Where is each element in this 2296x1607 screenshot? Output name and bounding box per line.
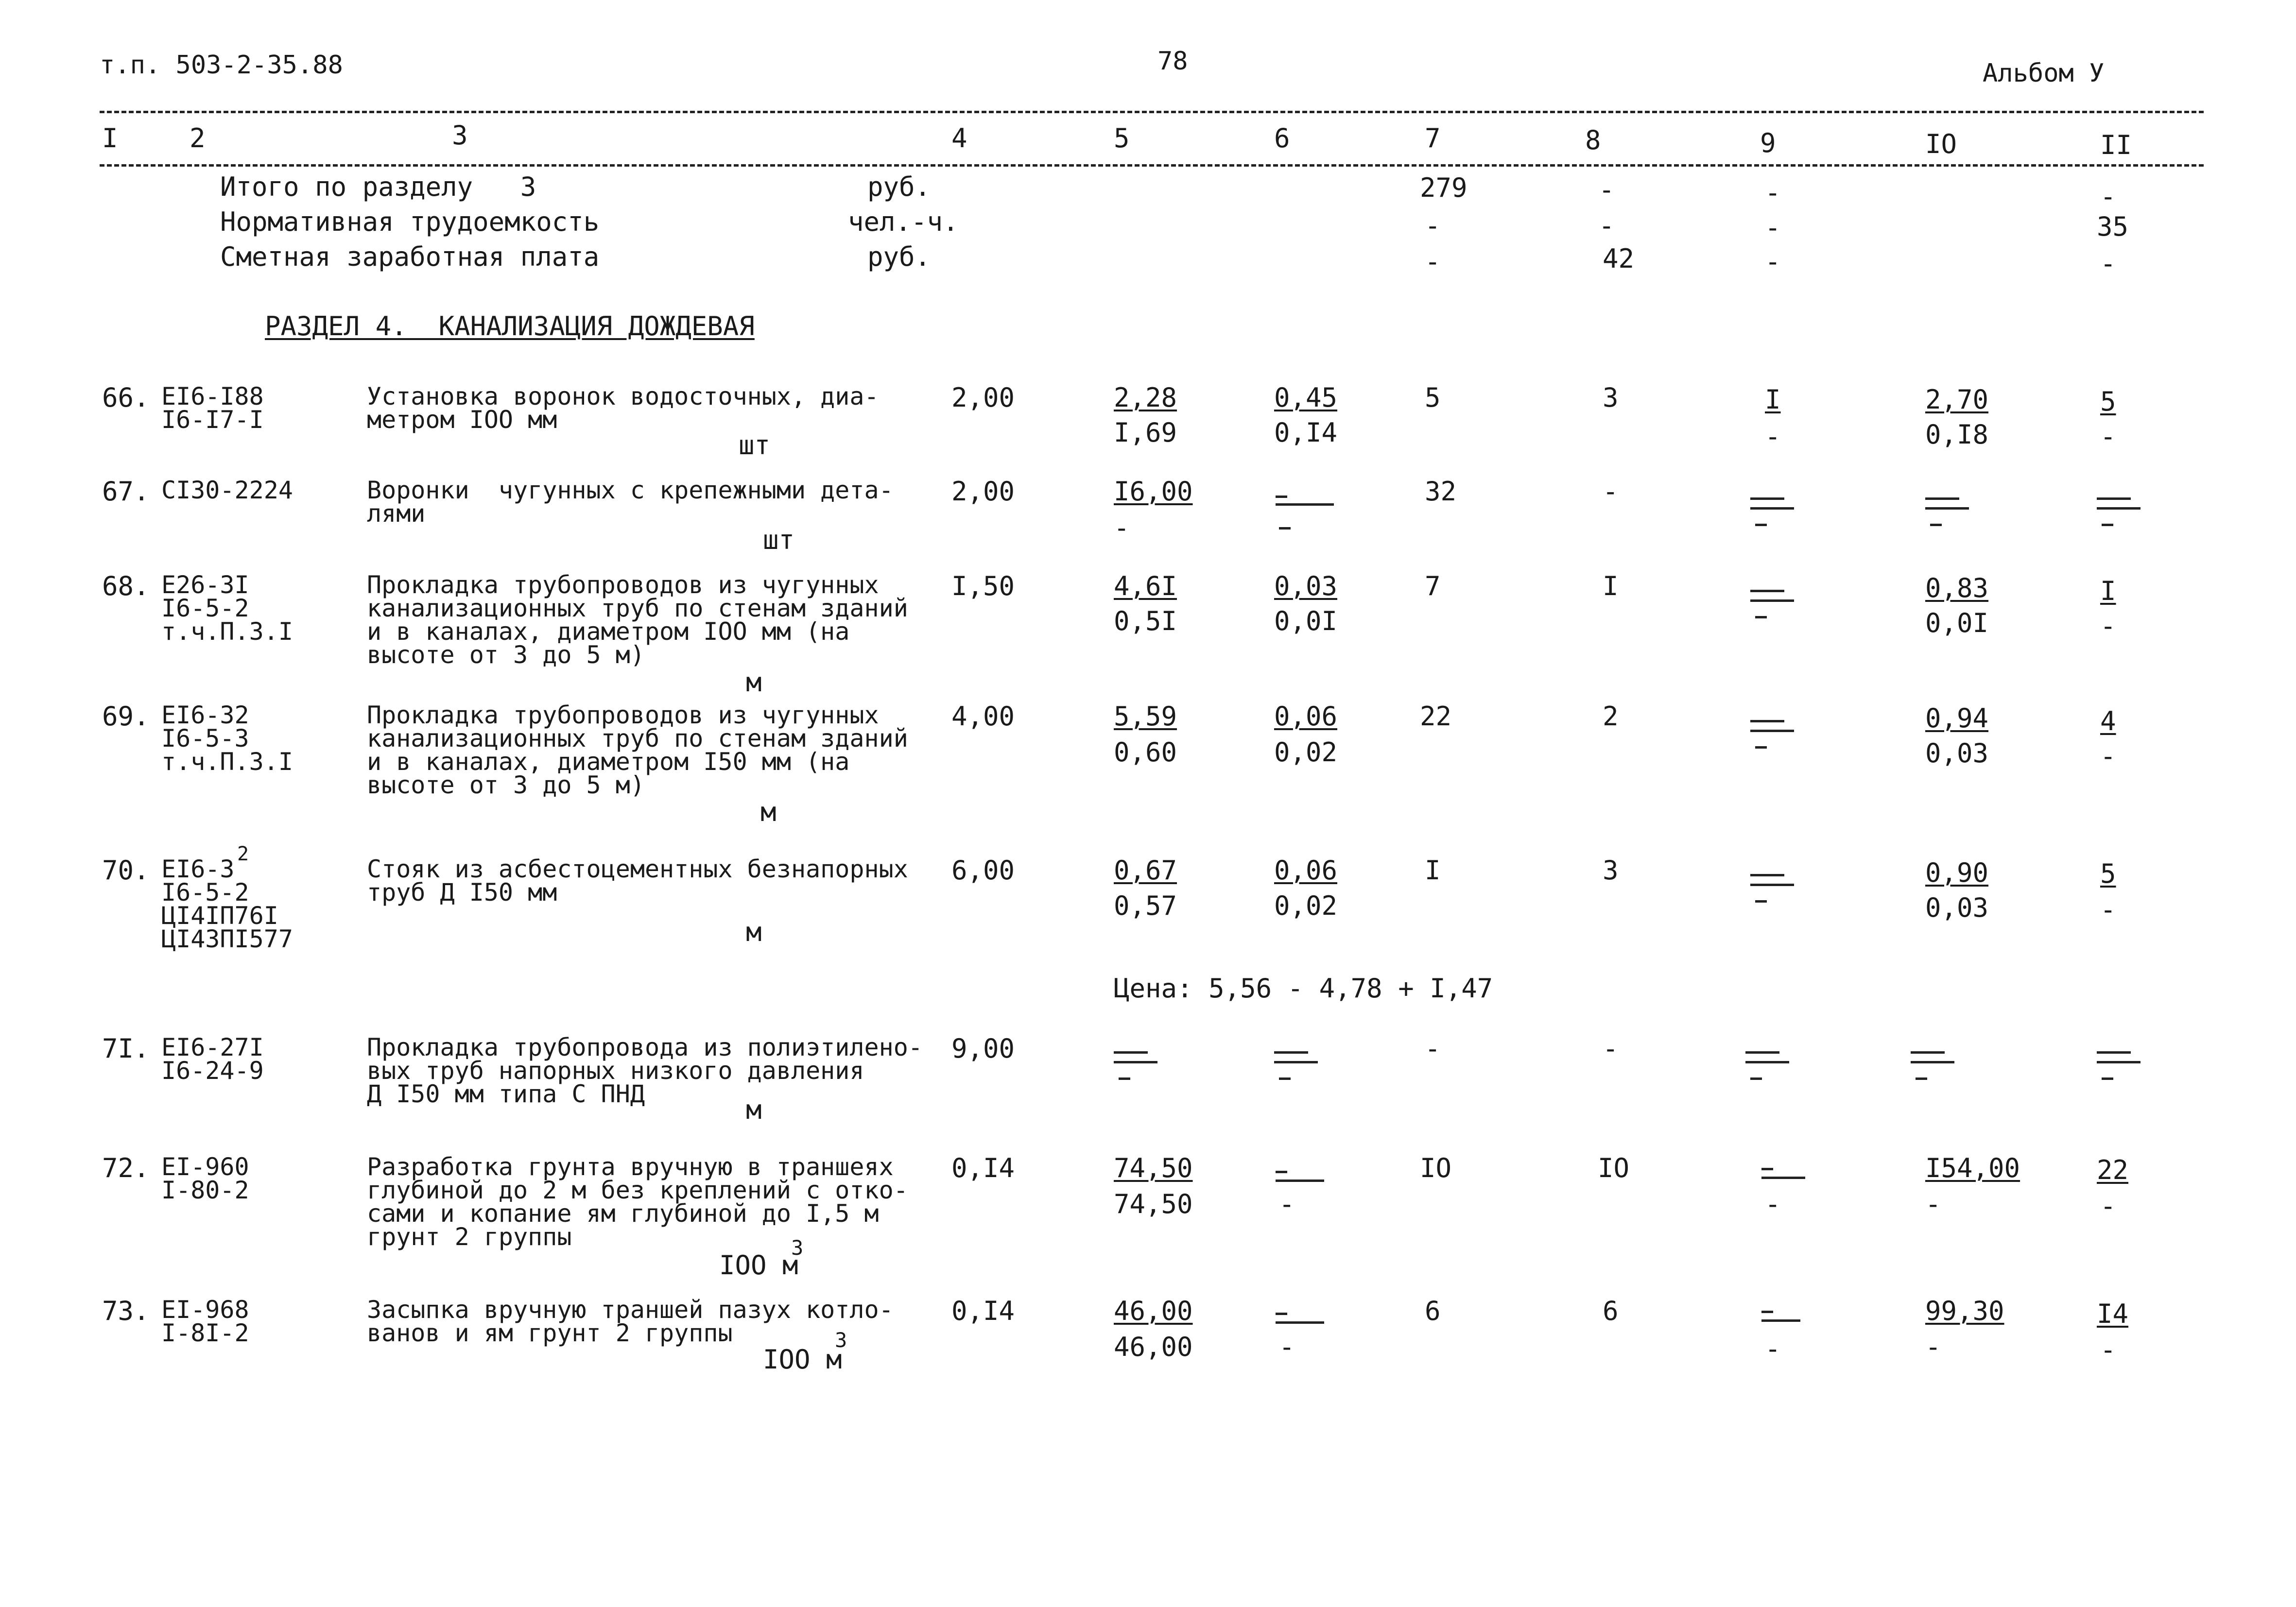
row-number: 72. xyxy=(102,1153,150,1183)
totals-value: 35 xyxy=(2097,211,2129,242)
dash-mark xyxy=(1279,527,1291,530)
cell-c6-bottom: - xyxy=(1279,1189,1295,1219)
row-description: Засыпка вручную траншей пазух котло- ванов и ям грунт 2 группы xyxy=(367,1296,894,1347)
col-header: II xyxy=(2100,130,2132,160)
totals-value: - xyxy=(1765,246,1781,277)
dash-fraction xyxy=(1274,1044,1323,1083)
dash-mark xyxy=(1276,496,1287,498)
totals-value: - xyxy=(1765,212,1781,243)
row-number: 73. xyxy=(102,1296,150,1326)
cell-c10-bottom: 0,I8 xyxy=(1925,419,1989,450)
cell-c8: IO xyxy=(1598,1153,1630,1183)
row-description: Прокладка трубопровода из полиэтилено- вых труб напорных низкого давления Д I50 мм типа С ПНД xyxy=(367,1033,923,1108)
totals-value: 42 xyxy=(1603,243,1635,274)
col-header: 9 xyxy=(1760,128,1776,158)
row-unit: м xyxy=(746,1094,762,1125)
cell-c9-top: I xyxy=(1765,384,1781,415)
cell-c6-bottom: 0,I4 xyxy=(1274,417,1338,448)
totals-unit: чел.-ч. xyxy=(848,206,959,237)
cell-c11-top: 4 xyxy=(2100,706,2116,736)
cell-c5-bottom: 0,60 xyxy=(1114,737,1177,768)
cell-c8: - xyxy=(1603,476,1619,507)
dash-fraction xyxy=(2097,491,2145,530)
col-header: 6 xyxy=(1274,123,1290,154)
cell-c5-bottom: 0,57 xyxy=(1114,890,1177,921)
row-unit: шт xyxy=(739,430,771,461)
cell-c8: I xyxy=(1603,571,1619,601)
dash-mark xyxy=(1761,1177,1805,1179)
totals-value: - xyxy=(1425,246,1441,277)
cell-c7: IO xyxy=(1420,1153,1452,1183)
header-rule-top xyxy=(100,111,2204,113)
cell-c10-bottom: 0,03 xyxy=(1925,738,1989,769)
cell-c5-top: 0,67 xyxy=(1114,855,1177,886)
row-number: 69. xyxy=(102,701,150,732)
cell-c5-bottom: 0,5I xyxy=(1114,606,1177,636)
unit-superscript: 3 xyxy=(835,1328,847,1352)
totals-label: Итого по разделу 3 xyxy=(220,171,536,202)
cell-c8: 3 xyxy=(1603,382,1619,413)
cell-c9-bottom: - xyxy=(1765,421,1781,452)
row-description: Прокладка трубопроводов из чугунных канализационных труб по стенам зданий и в каналах, диаметром I50 мм (на высоте от 3 до 5 м) xyxy=(367,701,908,799)
row-unit: IOO м xyxy=(763,1344,842,1375)
dash-mark xyxy=(1276,503,1334,506)
row-code: CI30-2224 xyxy=(161,476,293,504)
row-quantity: I,50 xyxy=(951,571,1015,601)
row-quantity: 0,I4 xyxy=(951,1296,1015,1326)
cell-c11-bottom: - xyxy=(2100,1191,2116,1221)
row-code: EI6-I88 I6-I7-I xyxy=(161,382,264,434)
dash-mark xyxy=(1761,1311,1773,1313)
row-number: 67. xyxy=(102,476,150,507)
totals-value: - xyxy=(1425,210,1441,241)
cell-c5-top: 2,28 xyxy=(1114,382,1177,413)
cell-c5-top: 74,50 xyxy=(1114,1153,1193,1183)
row-quantity: 9,00 xyxy=(951,1033,1015,1064)
dash-mark xyxy=(1276,1180,1324,1182)
totals-value: - xyxy=(1765,177,1781,208)
cell-c5-top: I6,00 xyxy=(1114,476,1193,507)
cell-c11-bottom: - xyxy=(2100,894,2116,925)
cell-c7: 22 xyxy=(1420,701,1452,732)
row-quantity: 0,I4 xyxy=(951,1153,1015,1183)
cell-c7: I xyxy=(1425,855,1441,886)
col-header: I xyxy=(102,123,118,154)
cell-c10-top: I54,00 xyxy=(1925,1153,2020,1183)
cell-c10-bottom: - xyxy=(1925,1189,1941,1219)
row-quantity: 2,00 xyxy=(951,382,1015,413)
cell-c7: 7 xyxy=(1425,571,1441,601)
dash-fraction xyxy=(1750,713,1799,752)
cell-c11-bottom: - xyxy=(2100,1334,2116,1365)
dash-fraction xyxy=(1925,491,1974,530)
dash-fraction xyxy=(1114,1044,1162,1083)
cell-c11-top: 5 xyxy=(2100,858,2116,889)
cell-c10-top: 0,94 xyxy=(1925,703,1989,734)
cell-c8: 3 xyxy=(1603,855,1619,886)
cell-c11-bottom: - xyxy=(2100,741,2116,771)
cell-c11-top: I xyxy=(2100,576,2116,606)
price-formula: Цена: 5,56 - 4,78 + I,47 xyxy=(1114,973,1493,1004)
row-description: Прокладка трубопроводов из чугунных канализационных труб по стенам зданий и в каналах, диаметром IOO мм (на высоте от 3 до 5 м) xyxy=(367,571,908,669)
section-title: РАЗДЕЛ 4. КАНАЛИЗАЦИЯ ДОЖДЕВАЯ xyxy=(265,311,755,342)
row-code: EI6-32 I6-5-3 т.ч.П.3.I xyxy=(161,701,293,776)
code-superscript: 2 xyxy=(237,843,249,865)
totals-unit: руб. xyxy=(867,241,931,272)
cell-c8: 2 xyxy=(1603,701,1619,732)
album-label: Альбом У xyxy=(1983,59,2105,88)
totals-label: Нормативная трудоемкость xyxy=(220,206,600,237)
col-header: 4 xyxy=(951,123,967,154)
header-rule-bottom xyxy=(100,164,2204,167)
row-unit: м xyxy=(746,917,762,947)
row-description: Стояк из асбестоцементных безнапорных труб Д I50 мм xyxy=(367,855,908,906)
page-number: 78 xyxy=(1157,47,1188,76)
doc-code: т.п. 503-2-35.88 xyxy=(100,51,343,80)
row-code: EI-968 I-8I-2 xyxy=(161,1296,249,1347)
cell-c7: 32 xyxy=(1425,476,1457,507)
row-description: Разработка грунта вручную в траншеях глубиной до 2 м без креплений с отко- сами и копание ям глубиной до I,5 м грунт 2 группы xyxy=(367,1153,908,1251)
col-header: IO xyxy=(1925,129,1957,159)
totals-value: - xyxy=(1599,210,1615,241)
cell-c11-bottom: - xyxy=(2100,421,2116,452)
row-code: EI6-3 I6-5-2 ЦI4IП76I ЦI43ПI577 xyxy=(161,855,293,953)
totals-unit: руб. xyxy=(867,171,931,202)
cell-c6-top: 0,06 xyxy=(1274,855,1338,886)
dash-fraction xyxy=(1750,583,1799,622)
totals-value: 279 xyxy=(1420,172,1467,203)
cell-c5-top: 5,59 xyxy=(1114,701,1177,732)
cell-c5-top: 4,6I xyxy=(1114,571,1177,601)
cell-c10-bottom: - xyxy=(1925,1332,1941,1362)
cell-c5-top: 46,00 xyxy=(1114,1296,1193,1326)
cell-c10-top: 0,83 xyxy=(1925,573,1989,603)
col-header: 7 xyxy=(1425,123,1441,154)
dash-fraction xyxy=(1745,1044,1794,1083)
row-unit: шт xyxy=(763,525,795,555)
cell-c9-bottom: - xyxy=(1765,1189,1781,1219)
cell-c8: - xyxy=(1603,1033,1619,1064)
row-unit: м xyxy=(760,797,777,827)
totals-value: - xyxy=(1599,174,1615,205)
dash-fraction xyxy=(1911,1044,1959,1083)
totals-label: Сметная заработная плата xyxy=(220,241,600,272)
cell-c6-bottom: 0,02 xyxy=(1274,890,1338,921)
dash-mark xyxy=(1761,1168,1773,1170)
col-header: 2 xyxy=(190,123,206,154)
dash-fraction xyxy=(2097,1044,2145,1083)
cell-c5-bottom: - xyxy=(1114,513,1130,543)
row-code: EI6-27I I6-24-9 xyxy=(161,1033,264,1085)
row-number: 70. xyxy=(102,855,150,886)
totals-value: - xyxy=(2100,248,2116,279)
row-quantity: 2,00 xyxy=(951,476,1015,507)
cell-c7: - xyxy=(1425,1033,1441,1064)
cell-c6-top: 0,03 xyxy=(1274,571,1338,601)
cell-c5-bottom: I,69 xyxy=(1114,417,1177,448)
cell-c5-bottom: 74,50 xyxy=(1114,1189,1193,1219)
cell-c6-top: 0,06 xyxy=(1274,701,1338,732)
cell-c5-bottom: 46,00 xyxy=(1114,1332,1193,1362)
cell-c6-bottom: 0,0I xyxy=(1274,606,1338,636)
dash-fraction xyxy=(1750,867,1799,906)
dash-mark xyxy=(1276,1171,1287,1173)
dash-fraction xyxy=(1750,491,1799,530)
col-header: 8 xyxy=(1585,125,1601,155)
row-number: 66. xyxy=(102,382,150,413)
cell-c11-top: 5 xyxy=(2100,386,2116,417)
cell-c6-bottom: 0,02 xyxy=(1274,737,1338,768)
cell-c9-bottom: - xyxy=(1765,1333,1781,1364)
row-quantity: 6,00 xyxy=(951,855,1015,886)
totals-value: - xyxy=(2100,181,2116,212)
row-number: 68. xyxy=(102,571,150,601)
row-code: EI-960 I-80-2 xyxy=(161,1153,249,1204)
cell-c10-top: 2,70 xyxy=(1925,384,1989,415)
cell-c7: 6 xyxy=(1425,1296,1441,1326)
cell-c6-top: 0,45 xyxy=(1274,382,1338,413)
cell-c10-bottom: 0,03 xyxy=(1925,892,1989,923)
cell-c6-bottom: - xyxy=(1279,1332,1295,1362)
col-header: 3 xyxy=(452,120,468,151)
cell-c10-top: 99,30 xyxy=(1925,1296,2004,1326)
unit-superscript: 3 xyxy=(791,1236,804,1260)
cell-c10-top: 0,90 xyxy=(1925,857,1989,888)
cell-c7: 5 xyxy=(1425,382,1441,413)
row-code: E26-3I I6-5-2 т.ч.П.3.I xyxy=(161,571,293,646)
cell-c8: 6 xyxy=(1603,1296,1619,1326)
cell-c11-bottom: - xyxy=(2100,611,2116,641)
row-number: 7I. xyxy=(102,1033,150,1064)
dash-mark xyxy=(1761,1319,1800,1322)
cell-c10-bottom: 0,0I xyxy=(1925,608,1989,638)
dash-mark xyxy=(1276,1321,1324,1324)
cell-c11-top: I4 xyxy=(2097,1299,2129,1329)
dash-mark xyxy=(1276,1313,1287,1315)
col-header: 5 xyxy=(1114,123,1130,154)
row-quantity: 4,00 xyxy=(951,701,1015,732)
cell-c11-top: 22 xyxy=(2097,1155,2129,1185)
row-unit: м xyxy=(746,667,762,698)
row-unit: IOO м xyxy=(719,1250,798,1281)
row-description: Воронки чугунных с крепежными дета- лями xyxy=(367,476,894,528)
row-description: Установка воронок водосточных, диа- метром IOO мм xyxy=(367,382,879,434)
